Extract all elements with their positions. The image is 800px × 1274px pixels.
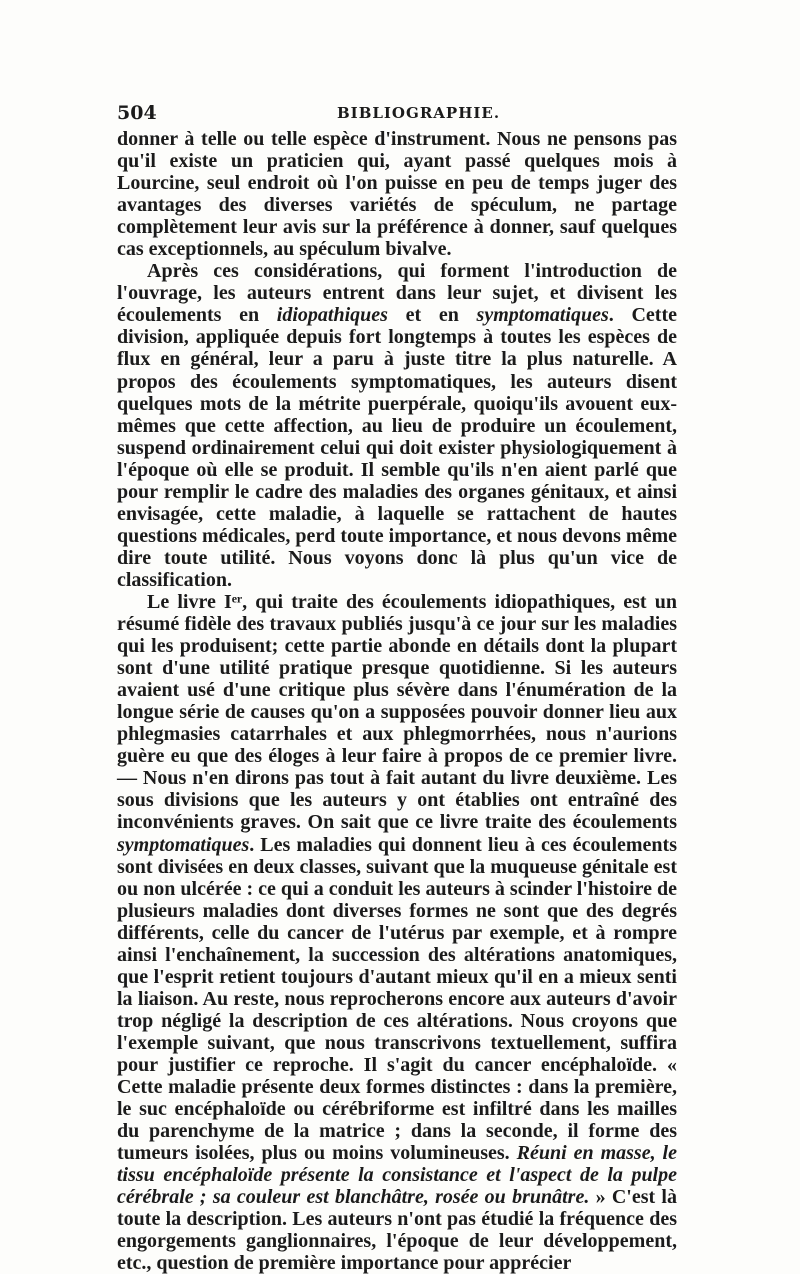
italic-term-symptomatiques: symptomatiques [476,304,609,327]
paragraph-2 [117,260,677,591]
page-number: 504 [117,102,157,124]
running-head: BIBLIOGRAPHIE. [337,104,501,122]
paragraph-1 [117,128,677,260]
italic-term-symptomatiques: symptomatiques [117,833,250,856]
text-segment: . Cette division, appliquée depuis fort longtemps à toutes les espèces de flux en général, leur a paru à juste titre la plus naturelle. A propos des écoulements symptomatiques, les auteurs disent quelques mots de la métrite puerpérale, quoiqu'ils avouent eux-mêmes que cette affection, au lieu de produire un écoulement, suspend ordinairement celui qui doit exister physiologiquement à l'époque où elle se produit. Il semble qu'ils n'en aient parlé que pour remplir le cadre des maladies des organes génitaux, et ainsi envisagée, cette maladie, à laquelle se rattachent de hautes questions médicales, perd toute importance, et nous devons même dire toute utilité. Nous voyons donc là plus qu'un vice de classification. [117,304,677,591]
paragraph-3 [117,591,677,1274]
body-text [117,128,677,1274]
text-segment: Le livre Iᵉʳ, qui traite des écoulements idiopathiques, est un résumé fidèle des travaux publiés jusqu'à ce jour sur les maladies qui les produisent; cette partie abonde en détails dont la plupart sont d'une utilité pratique presque quotidienne. Si les auteurs avaient usé d'une critique plus sévère dans l'énumération de la longue série de causes qu'on a supposées pouvoir donner lieu aux phlegmasies catarrhales et aux phlegmorrhées, nous n'aurions guère eu que des éloges à leur faire à propos de ce premier livre. — Nous n'en dirons pas tout à fait autant du livre deuxième. Les sous divisions que les auteurs y ont établies ont entraîné des inconvénients graves. On sait que ce livre traite des écoulements [117,590,677,834]
italic-quotation: Réuni en masse, le tissu encéphaloïde présente la consistance et l'aspect de la pulpe cérébrale ; sa couleur est blanchâtre, rosée ou brunâtre. [117,1142,677,1209]
text-segment: . Les maladies qui donnent lieu à ces écoulements sont divisées en deux classes, suivant que la muqueuse génitale est ou non ulcérée : ce qui a conduit les auteurs à scinder l'histoire de plusieurs maladies dont diverses formes ne sont que des degrés différents, celle du cancer de l'utérus par exemple, et à rompre ainsi l'enchaînement, la succession des altérations anatomiques, que l'esprit retient toujours d'autant mieux qu'il en a mieux senti la liaison. Au reste, nous reprocherons encore aux auteurs d'avoir trop négligé la description de ces altérations. Nous croyons que l'exemple suivant, que nous transcrivons textuellement, suffira pour justifier ce reproche. Il s'agit du cancer encéphaloïde. « Cette maladie présente deux formes distinctes : dans la première, le suc encéphaloïde ou cérébriforme est infiltré dans les mailles du parenchyme de la matrice ; dans la seconde, il forme des tumeurs isolées, plus ou moins volumineuses. [117,833,677,1165]
text-segment: Après ces considérations, qui forment l'introduction de l'ouvrage, les auteurs entrent dans leur sujet, et divisent les écoulements en [117,260,677,327]
text-segment: et en [387,304,477,327]
page-header [117,102,677,124]
text-segment: donner à telle ou telle espèce d'instrument. Nous ne pensons pas qu'il existe un praticien qui, ayant passé quelques mois à Lourcine, seul endroit où l'on puisse en peu de temps juger des avantages des diverses variétés de spéculum, ne partage complètement leur avis sur la préférence à donner, sauf quelques cas exceptionnels, au spéculum bivalve. [117,128,677,261]
text-segment: » C'est là toute la description. Les auteurs n'ont pas étudié la fréquence des engorgements ganglionnaires, l'époque de leur développement, etc., question de première importance pour apprécier [117,1186,677,1274]
italic-term-idiopathiques: idiopathiques [276,304,388,327]
